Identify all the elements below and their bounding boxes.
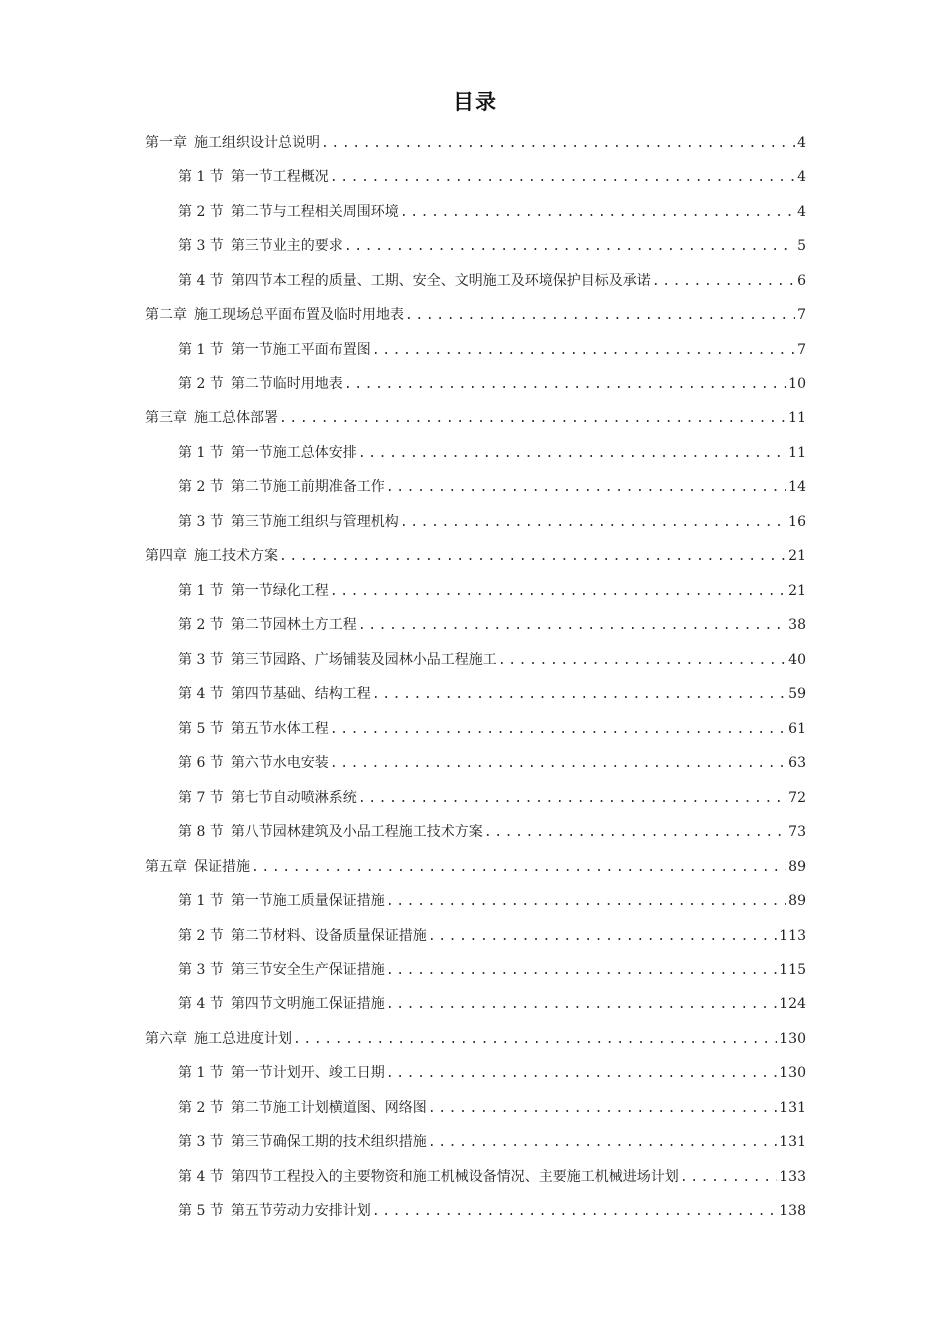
toc-entry-section[interactable] — [0, 471, 950, 505]
toc-entry-chapter[interactable] — [0, 298, 950, 332]
dot-leader — [386, 961, 777, 981]
toc-entry-section[interactable] — [0, 919, 950, 953]
toc-entry-title: 第四节本工程的质量、工期、安全、文明施工及环境保护目标及承诺 — [230, 272, 651, 289]
toc-entry-label: 第 1 节 — [178, 341, 224, 358]
dot-leader — [358, 444, 786, 464]
dot-leader — [330, 582, 786, 602]
dot-leader — [428, 927, 777, 947]
toc-entry-page-number: 21 — [788, 582, 806, 599]
dot-leader — [358, 789, 786, 809]
table-of-contents — [0, 126, 950, 1229]
dot-leader — [330, 168, 795, 188]
toc-entry-page-number: 10 — [788, 376, 806, 393]
dot-leader — [498, 651, 786, 671]
toc-entry-title: 第二节与工程相关周围环境 — [230, 203, 399, 220]
dot-leader — [484, 823, 786, 843]
toc-entry-page-number: 89 — [788, 858, 806, 875]
toc-entry-page-number: 130 — [779, 1065, 806, 1082]
toc-entry-chapter[interactable] — [0, 850, 950, 884]
toc-entry-label: 第 7 节 — [178, 789, 224, 806]
toc-entry-section[interactable] — [0, 1160, 950, 1194]
toc-entry-title: 施工技术方案 — [194, 548, 278, 565]
toc-entry-section[interactable] — [0, 229, 950, 263]
toc-entry-section[interactable] — [0, 884, 950, 918]
toc-entry-page-number: 11 — [788, 410, 806, 427]
toc-entry-label: 第 3 节 — [178, 651, 224, 668]
toc-entry-page-number: 11 — [788, 444, 806, 461]
toc-entry-page-number: 138 — [779, 1203, 806, 1220]
toc-entry-section[interactable] — [0, 988, 950, 1022]
dot-leader — [279, 409, 786, 429]
toc-entry-label: 第 1 节 — [178, 582, 224, 599]
toc-entry-section[interactable] — [0, 815, 950, 849]
toc-entry-page-number: 7 — [797, 341, 806, 358]
dot-leader — [372, 341, 795, 361]
toc-entry-label: 第 2 节 — [178, 376, 224, 393]
toc-entry-label: 第 3 节 — [178, 961, 224, 978]
toc-entry-title: 第二节施工计划横道图、网络图 — [230, 1099, 427, 1116]
toc-entry-page-number: 40 — [788, 651, 806, 668]
toc-entry-page-number: 5 — [797, 238, 806, 255]
toc-entry-page-number: 63 — [788, 755, 806, 772]
dot-leader — [358, 616, 786, 636]
toc-entry-title: 第一节计划开、竣工日期 — [230, 1065, 385, 1082]
toc-entry-page-number: 130 — [779, 1030, 806, 1047]
toc-title: 目录 — [453, 90, 497, 114]
toc-entry-page-number: 59 — [788, 686, 806, 703]
toc-entry-section[interactable] — [0, 1091, 950, 1125]
toc-entry-page-number: 131 — [779, 1099, 806, 1116]
toc-entry-label: 第 6 节 — [178, 755, 224, 772]
toc-entry-label: 第 1 节 — [178, 893, 224, 910]
dot-leader — [372, 685, 786, 705]
toc-entry-chapter[interactable] — [0, 540, 950, 574]
toc-entry-title: 施工现场总平面布置及临时用地表 — [194, 307, 404, 324]
toc-entry-section[interactable] — [0, 160, 950, 194]
toc-entry-label: 第 1 节 — [178, 444, 224, 461]
toc-entry-section[interactable] — [0, 333, 950, 367]
toc-entry-section[interactable] — [0, 436, 950, 470]
toc-entry-title: 第三节安全生产保证措施 — [230, 961, 385, 978]
toc-entry-title: 第五节劳动力安排计划 — [230, 1203, 371, 1220]
toc-entry-label: 第 8 节 — [178, 824, 224, 841]
toc-entry-page-number: 73 — [788, 824, 806, 841]
toc-entry-title: 第三节确保工期的技术组织措施 — [230, 1134, 427, 1151]
toc-entry-page-number: 72 — [788, 789, 806, 806]
toc-entry-title: 第一节施工质量保证措施 — [230, 893, 385, 910]
toc-entry-section[interactable] — [0, 1057, 950, 1091]
dot-leader — [330, 754, 786, 774]
dot-leader — [344, 375, 786, 395]
toc-entry-section[interactable] — [0, 643, 950, 677]
toc-entry-page-number: 6 — [797, 272, 806, 289]
toc-entry-chapter[interactable] — [0, 1022, 950, 1056]
toc-entry-label: 第三章 — [145, 410, 187, 427]
toc-entry-label: 第 4 节 — [178, 1168, 224, 1185]
toc-entry-title: 第五节水体工程 — [230, 720, 329, 737]
dot-leader — [680, 1168, 777, 1188]
toc-entry-page-number: 4 — [797, 134, 806, 151]
dot-leader — [279, 547, 786, 567]
dot-leader — [428, 1099, 777, 1119]
toc-entry-page-number: 133 — [779, 1168, 806, 1185]
toc-entry-label: 第 5 节 — [178, 1203, 224, 1220]
toc-entry-title: 第二节材料、设备质量保证措施 — [230, 927, 427, 944]
toc-entry-title: 第三节施工组织与管理机构 — [230, 513, 399, 530]
toc-entry-title: 第四节文明施工保证措施 — [230, 996, 385, 1013]
toc-entry-page-number: 115 — [779, 961, 806, 978]
dot-leader — [251, 858, 786, 878]
toc-entry-label: 第 2 节 — [178, 927, 224, 944]
toc-entry-section[interactable] — [0, 678, 950, 712]
toc-entry-section[interactable] — [0, 574, 950, 608]
toc-entry-label: 第五章 — [145, 858, 187, 875]
toc-entry-title: 第二节施工前期准备工作 — [230, 479, 385, 496]
toc-entry-section[interactable] — [0, 195, 950, 229]
dot-leader — [321, 134, 795, 154]
toc-entry-page-number: 38 — [788, 617, 806, 634]
toc-entry-label: 第 3 节 — [178, 513, 224, 530]
toc-entry-title: 第八节园林建筑及小品工程施工技术方案 — [230, 824, 483, 841]
dot-leader — [344, 237, 795, 257]
toc-entry-title: 保证措施 — [194, 858, 250, 875]
dot-leader — [330, 720, 786, 740]
dot-leader — [372, 1202, 777, 1222]
toc-entry-title: 第七节自动喷淋系统 — [230, 789, 357, 806]
dot-leader — [386, 892, 786, 912]
toc-entry-page-number: 14 — [788, 479, 806, 496]
toc-entry-page-number: 113 — [779, 927, 806, 944]
toc-entry-title: 第三节园路、广场铺装及园林小品工程施工 — [230, 651, 497, 668]
toc-entry-title: 第四节基础、结构工程 — [230, 686, 371, 703]
toc-entry-label: 第 1 节 — [178, 1065, 224, 1082]
toc-entry-label: 第一章 — [145, 134, 187, 151]
toc-entry-title: 施工总体部署 — [194, 410, 278, 427]
toc-entry-page-number: 16 — [788, 513, 806, 530]
toc-entry-label: 第六章 — [145, 1030, 187, 1047]
toc-entry-label: 第 2 节 — [178, 617, 224, 634]
dot-leader — [386, 995, 777, 1015]
dot-leader — [400, 513, 786, 533]
dot-leader — [293, 1030, 777, 1050]
toc-entry-section[interactable] — [0, 1195, 950, 1229]
toc-entry-section[interactable] — [0, 1126, 950, 1160]
dot-leader — [652, 272, 795, 292]
toc-entry-label: 第 2 节 — [178, 1099, 224, 1116]
toc-entry-page-number: 124 — [779, 996, 806, 1013]
dot-leader — [386, 1064, 777, 1084]
toc-entry-title: 第一节施工总体安排 — [230, 444, 357, 461]
toc-entry-section[interactable] — [0, 712, 950, 746]
toc-entry-page-number: 4 — [797, 203, 806, 220]
toc-entry-title: 施工总进度计划 — [194, 1030, 292, 1047]
toc-entry-label: 第 2 节 — [178, 479, 224, 496]
toc-entry-label: 第 4 节 — [178, 996, 224, 1013]
toc-entry-page-number: 89 — [788, 893, 806, 910]
toc-entry-label: 第 1 节 — [178, 169, 224, 186]
toc-entry-label: 第 4 节 — [178, 686, 224, 703]
toc-entry-title: 第一节工程概况 — [230, 169, 329, 186]
toc-entry-section[interactable] — [0, 367, 950, 401]
toc-entry-page-number: 4 — [797, 169, 806, 186]
toc-entry-page-number: 61 — [788, 720, 806, 737]
toc-entry-chapter[interactable] — [0, 126, 950, 160]
toc-entry-title: 施工组织设计总说明 — [194, 134, 320, 151]
toc-entry-title: 第四节工程投入的主要物资和施工机械设备情况、主要施工机械进场计划 — [230, 1168, 679, 1185]
toc-entry-title: 第二节园林土方工程 — [230, 617, 357, 634]
toc-entry-page-number: 21 — [788, 548, 806, 565]
toc-entry-chapter[interactable] — [0, 402, 950, 436]
toc-entry-section[interactable] — [0, 953, 950, 987]
toc-entry-label: 第 3 节 — [178, 1134, 224, 1151]
toc-entry-label: 第四章 — [145, 548, 187, 565]
toc-entry-title: 第一节绿化工程 — [230, 582, 329, 599]
dot-leader — [428, 1133, 777, 1153]
dot-leader — [400, 203, 795, 223]
toc-entry-label: 第二章 — [145, 307, 187, 324]
toc-entry-title: 第三节业主的要求 — [230, 238, 343, 255]
toc-entry-title: 第一节施工平面布置图 — [230, 341, 371, 358]
toc-entry-title: 第六节水电安装 — [230, 755, 329, 772]
toc-entry-page-number: 7 — [797, 307, 806, 324]
toc-entry-label: 第 5 节 — [178, 720, 224, 737]
toc-entry-section[interactable] — [0, 264, 950, 298]
toc-entry-label: 第 3 节 — [178, 238, 224, 255]
toc-entry-section[interactable] — [0, 505, 950, 539]
toc-entry-label: 第 4 节 — [178, 272, 224, 289]
toc-entry-section[interactable] — [0, 609, 950, 643]
toc-entry-section[interactable] — [0, 781, 950, 815]
toc-entry-title: 第二节临时用地表 — [230, 376, 343, 393]
toc-entry-section[interactable] — [0, 746, 950, 780]
toc-entry-page-number: 131 — [779, 1134, 806, 1151]
toc-entry-label: 第 2 节 — [178, 203, 224, 220]
dot-leader — [386, 478, 786, 498]
dot-leader — [405, 306, 795, 326]
